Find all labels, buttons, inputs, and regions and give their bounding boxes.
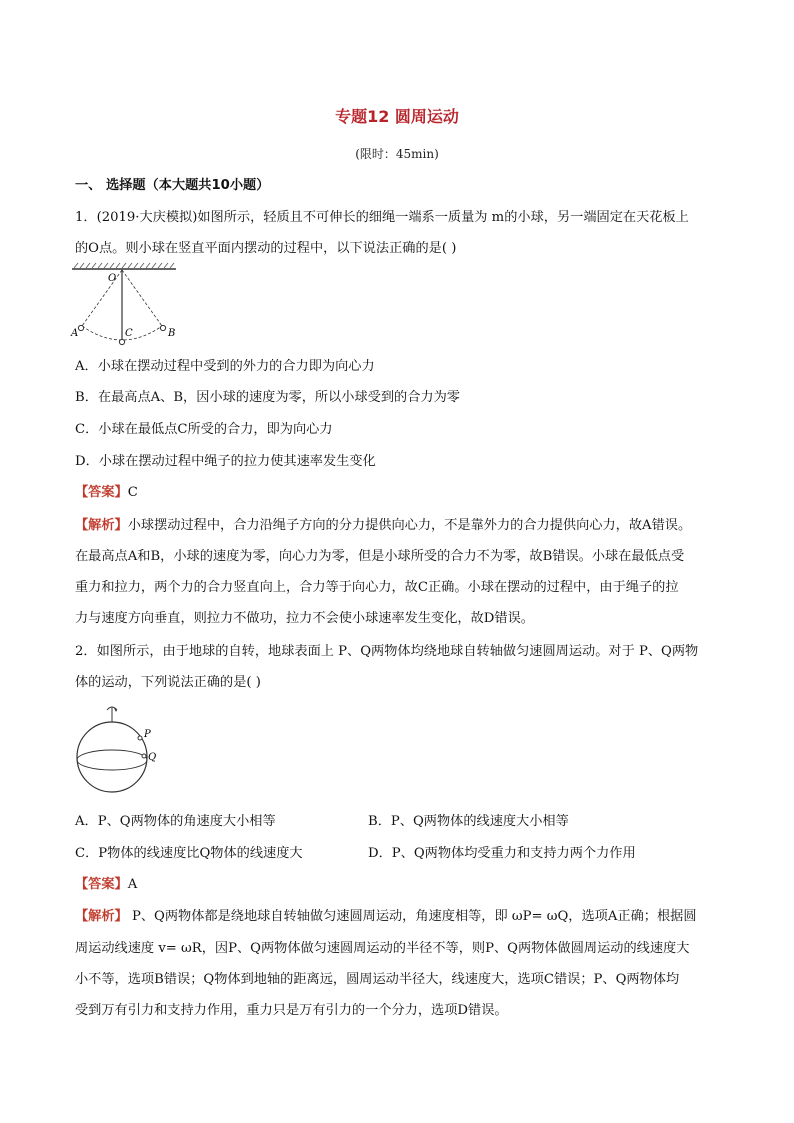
q1-option-d: D．小球在摆动过程中绳子的拉力使其速率发生变化 [75,454,376,469]
q1-stem-line2: 的O点。则小球在竖直平面内摆动的过程中，以下说法正确的是( ) [75,241,457,256]
q1-answer [75,483,138,503]
string-right [122,270,162,326]
point-p [138,736,142,740]
ball-left [78,325,83,330]
q2-stem-line2: 体的运动，下列说法正确的是( ) [75,675,261,690]
q1-analysis-line4: 力与速度方向垂直，则拉力不做功，拉力不会使小球速率发生变化，故D错误。 [75,611,534,626]
label-b: B [168,328,176,339]
q2-analysis-line2: 周运动线速度 v= ωR，因P、Q两物体做匀速圆周运动的半径不等，则P、Q两物体做圆周运动的线速度大 [75,941,690,956]
earth-figure [72,702,162,802]
q1-analysis-line2: 在最高点A和B，小球的速度为零，向心力为零，但是小球所受的合力不为零，故B错误。小球在最低点受 [75,549,685,564]
analysis-text: 小球摆动过程中，合力沿绳子方向的分力提供向心力，不是靠外力的合力提供向心力，故A错误。 [127,518,692,533]
ball-right [160,325,165,330]
equator-ellipse [77,750,147,770]
q1-option-a: A．小球在摆动过程中受到的外力的合力即为向心力 [75,359,375,374]
label-q: Q [148,752,157,763]
earth-circle [77,722,147,792]
q2-stem-line1: 2．如图所示，由于地球的自转，地球表面上 P、Q两物体均绕地球自转轴做匀速圆周运动。对于 P、Q两物 [75,644,699,659]
answer-label: 【答案】 [75,485,128,500]
pendulum-figure [68,262,188,352]
q1-option-b: B．在最高点A、B，因小球的速度为零，所以小球受到的合力为零 [75,390,460,405]
q2-analysis-line4: 受到万有引力和支持力作用，重力只是万有引力的一个分力，选项D错误。 [75,1003,508,1018]
q2-analysis-line1 [75,907,697,927]
q2-analysis-line3: 小不等，选项B错误；Q物体到地轴的距离远，圆周运动半径大，线速度大，选项C错误；P、Q两物体均 [75,972,680,987]
answer-label: 【答案】 [75,877,128,892]
analysis-text: P、Q两物体都是绕地球自转轴做匀速圆周运动，角速度相等，即 ωP= ωQ，选项A正确；根据圆 [127,909,697,924]
ceiling-hatch [74,263,174,268]
q2-option-a: A．P、Q两物体的角速度大小相等 [75,814,276,829]
time-limit: (限时：45min) [355,147,439,161]
q2-option-d: D．P、Q两物体均受重力和支持力两个力作用 [368,846,636,861]
label-a: A [71,328,79,339]
q1-stem-line1: 1．(2019·大庆模拟)如图所示，轻质且不可伸长的细绳一端系一质量为 m的小球，另一端固定在天花板上 [75,210,689,225]
q2-option-c: C．P物体的线速度比Q物体的线速度大 [75,846,303,861]
ball-bottom [119,339,124,344]
q1-analysis-line3: 重力和拉力，两个力的合力竖直向上，合力等于向心力，故C正确。小球在摆动的过程中，由于绳子的拉 [75,580,679,595]
label-o: O [108,273,117,284]
label-p: P [144,729,151,740]
page-title: 专题12 圆周运动 [335,107,459,126]
section-heading: 一、 选择题（本大题共10小题） [75,178,270,193]
label-c: C [125,328,133,339]
q1-option-c: C．小球在最低点C所受的合力，即为向心力 [75,422,333,437]
q1-analysis-line1 [75,516,691,536]
analysis-label: 【解析】 [75,909,128,924]
answer-value: C [127,485,138,500]
q2-answer [75,875,137,895]
answer-value: A [127,877,138,892]
point-q [142,754,146,758]
analysis-label: 【解析】 [75,518,128,533]
q2-option-b: B．P、Q两物体的线速度大小相等 [368,814,569,829]
